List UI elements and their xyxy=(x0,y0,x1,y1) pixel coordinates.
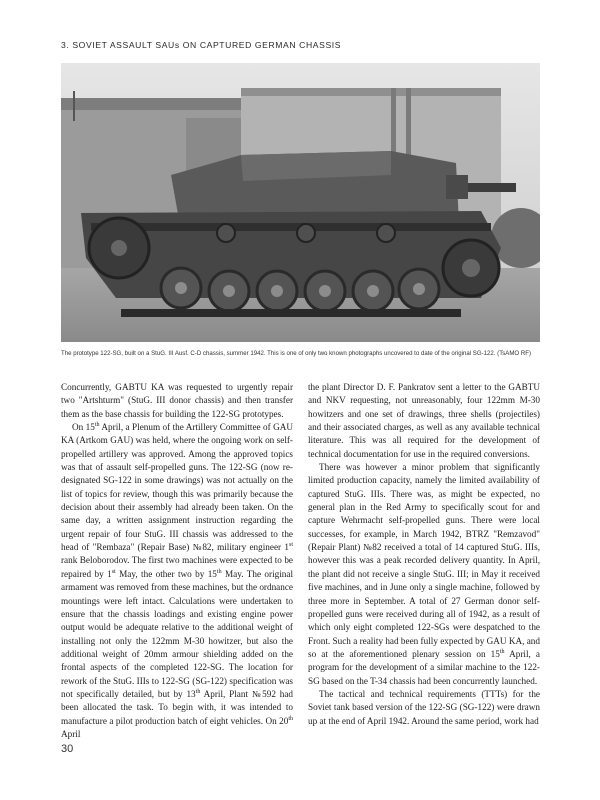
paragraph: Concurrently, GABTU KA was requested to urgently repair two "Artshturm" (StuG. III donor chassis) and then transfer them as the base chassis for building the 122-SG prototypes. xyxy=(61,382,293,419)
ordinal-suffix: th xyxy=(288,715,293,722)
paragraph: The tactical and technical requirements (TTTs) for the Soviet tank based version of the 122-SG (SG-122) were drawn up at the end of April 1942. Around the same period, work had xyxy=(308,688,540,726)
ordinal-suffix: th xyxy=(499,648,505,655)
ordinal-suffix: th xyxy=(216,568,222,575)
left-column xyxy=(61,381,293,741)
ordinal-suffix: th xyxy=(195,688,201,695)
paragraph xyxy=(61,421,293,741)
paragraph: the plant Director D. F. Pankratov sent a letter to the GABTU and NKV requesting, not unreasonably, four 122mm M-30 howitzers and one set of drawings, three shells (projectiles) and their associated charges, as well as any available technical literature. This was all required for the development of technical documentation for use in the required conversions. xyxy=(308,382,540,459)
ordinal-suffix: th xyxy=(94,421,100,428)
tank-photograph xyxy=(61,63,540,342)
ordinal-suffix: st xyxy=(288,542,293,549)
paragraph xyxy=(308,461,540,688)
ordinal-suffix: st xyxy=(111,568,116,575)
text-run: On 15 xyxy=(72,422,95,433)
page-number: 30 xyxy=(61,743,74,755)
text-run: There was however a minor problem that significantly limited production capacity, namely the limited availability of captured StuG. IIIs. There was, as might be expected, no general plan in the Red Army to specifically scout for and capture Wehrmacht self-propelled guns. There were local successes, for example, in March 1942, BTRZ "Remzavod" (Repair Plant) №82 received a total of 14 captured StuG. IIIs, however this was a peak recorded delivery quantity. In April, the plant did not receive a single StuG. III; in May it received five machines, and in June only a single machine, followed by three more in September. A total of 27 German donor self-propelled guns were received during all of 1942, as a result of which only eight completed 122-SGs were despatched to the Front. Such a reality had been fully expected by GAU KA, and so at the aforementioned plenary session on 15 xyxy=(308,462,540,659)
chapter-header: 3. SOVIET ASSAULT SAUs ON CAPTURED GERMAN CHASSIS xyxy=(61,40,342,50)
text-run: rank Beloborodov. The first two machines were expected to be repaired by 1 xyxy=(61,555,293,579)
text-run: April xyxy=(61,728,81,739)
text-run: May, the other two by 15 xyxy=(115,568,217,579)
text-run: May. The original armament was removed from these machines, but the ordnance mountings were left intact. Calculations were undertaken to ensure that the chassis loadings and existing engine power output would be adequate relative to the additional weight of installing not only the 122mm M-30 howitzer, but also the additional weight of 20mm armour shielding added on the frontal aspects of the completed 122-SG. The location for rework of the StuG. IIIs to 122-SG (SG-122) specification was not specifically detailed, but by 13 xyxy=(61,568,294,699)
text-run: April, a program for the development of a similar machine to the 122-SG based on the T-34 chassis had been concurrently launched. xyxy=(308,648,540,686)
text-run: April, Plant №592 had been allocated the task. To begin with, it was intended to manufacture a pilot production batch of eight vehicles. On 20 xyxy=(61,688,293,726)
photo-caption: The prototype 122-SG, built on a StuG. III Ausf. C-D chassis, summer 1942. This is one of only two known photographs uncovered to date of the original SG-122. (TsAMO RF) xyxy=(61,350,532,357)
text-run: April, a Plenum of the Artillery Committee of GAU KA (Artkom GAU) was held, where the ongoing work on self-propelled artillery was approved. Among the approved topics was that of assault self-propelled guns. The 122-SG (now re-designated SG-122 in some drawings) was not actually on the list of topics for review, though this was primarily because the decision about their assembly had already been taken. On the same day, a written assignment instruction regarding the urgent repair of four StuG. III chassis was addressed to the head of "Rembaza" (Repair Base) №82, military engineer 1 xyxy=(61,422,293,553)
right-column xyxy=(308,381,540,728)
